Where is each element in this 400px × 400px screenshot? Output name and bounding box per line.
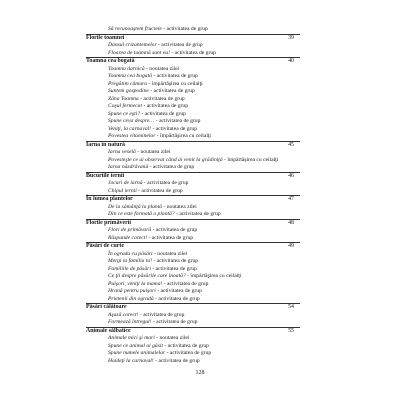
entry-activity-type: - activitatea de grup [153,295,200,302]
entry-activity-type: - împărtăşirea cu ceilalţi [147,80,203,87]
toc-entry [86,288,300,296]
entry-activity-type: - activitatea de grup [148,164,195,170]
toc-entry [86,281,300,289]
entry-activity-type: - activitatea de grup [165,350,212,356]
toc-section-heading [86,141,300,150]
entry-activity-type: - activitatea de grup [163,342,209,349]
entry-activity-type: - activitatea de grup [156,42,203,48]
section-page-number: 54 [288,304,294,310]
entry-activity-type: - împărtăşirea cu ceilalţi [222,156,279,163]
toc-entry [86,343,300,351]
entry-activity-type: - activitatea de grup [136,187,183,194]
toc-entry [86,157,300,165]
section-title: Păsări de curte [86,243,124,249]
toc-entry [86,319,300,327]
entry-title: Din ce este formată o plantă? [108,211,175,217]
section-page-number: 45 [288,141,294,148]
entry-title: Aşază corect! [108,311,139,318]
entry-activity-type: - activitatea de grup [162,280,209,287]
toc-entry [86,111,300,119]
section-page-number: 55 [288,327,294,334]
toc-entry [86,358,300,366]
entry-title: În ograda cu păsări [108,250,153,257]
toc-entry [86,258,300,266]
entry-title: Veniţi, la carnaval! [108,125,152,132]
toc-entry [86,26,300,34]
toc-section-heading [86,327,300,336]
toc-section-heading [86,172,300,181]
entry-activity-type: - activitatea de grup [148,88,195,94]
entry-title: Toamna darnică [108,65,145,72]
toc-entry [86,118,300,126]
entry-activity-type: - activitatea de grup [151,73,198,79]
toc-section-heading [86,242,300,251]
entry-title: Hrană pentru puişori [108,288,156,294]
entry-title: Prietenii din ogradă [108,295,154,302]
entry-title: Flori de primăvară [108,227,152,233]
entry-title: Suntem gospodine [108,88,149,94]
entry-title: Povestea vitaminelor [108,133,156,139]
section-page-number: 39 [288,34,294,41]
toc-entry [86,235,300,243]
toc-entry [86,88,300,96]
toc-entry [86,266,300,274]
toc-section-heading [86,303,300,312]
section-page-number: 47 [288,196,294,202]
toc-entry [86,81,300,89]
entry-title: Spune ceva despre… [108,118,155,124]
entry-activity-type: - activitatea de grup [151,227,198,233]
entry-activity-type: - activitatea de grup [138,95,185,102]
section-title: Animale sălbatice [86,327,131,334]
entry-activity-type: - activitatea de grup [142,103,189,109]
entry-title: Spune numele animalelor [108,350,166,356]
section-title: Păsări călătoare [86,304,127,310]
entry-activity-type: - activitatea de grup [174,211,221,217]
entry-title: Dansul crizantemelor [108,42,157,48]
entry-title: Spune ce eşti? [108,110,140,117]
toc-entry [86,126,300,134]
entry-activity-type: - activitatea de grup [152,258,199,264]
entry-activity-type: - activitatea de grup [155,288,202,294]
toc-entry [86,96,300,104]
entry-title: Ce ţii despre păsările care înoată? [108,273,186,279]
entry-title: Să recunoaştem fructele [108,26,162,32]
entry-title: Iarna năzdrăvană [108,164,149,170]
entry-activity-type: - activitatea de grup [153,357,200,364]
toc-entry [86,312,300,320]
entry-title: Jocuri de iarnă [108,180,143,186]
toc-section-heading [86,195,300,204]
toc-entry [86,66,300,74]
toc-entry [86,296,300,304]
section-title: Toamna cea bogată [86,58,135,64]
entry-activity-type: - activitatea de grup [161,26,208,32]
entry-activity-type: - activitatea de grup [147,234,194,241]
table-of-contents [86,26,300,365]
entry-activity-type: - activitatea de grup [151,319,198,325]
toc-section-heading [86,34,300,43]
toc-entry [86,42,300,50]
section-title: Florile primăverii [86,219,131,226]
entry-title: Formează întregul! [108,319,152,325]
section-title: Florile toamnei [86,34,125,41]
toc-entry [86,188,300,196]
entry-activity-type: - noutatea zilei [144,65,180,72]
entry-activity-type: - activitatea de grup [140,110,186,117]
page-number: 128 [195,370,205,376]
toc-section-heading [86,57,300,66]
entry-activity-type: - activitatea de grup [169,49,216,56]
entry-activity-type: - împărtăşirea cu ceilalţi [185,273,242,279]
entry-title: De la sămânţă la plantă [108,203,163,210]
section-page-number: 48 [288,219,294,226]
entry-title: Toamna cea bogată [108,73,152,79]
entry-activity-type: - noutatea zilei [162,203,197,210]
toc-section-heading [86,219,300,228]
entry-activity-type: - activitatea de grup [154,118,201,124]
entry-activity-type: - activitatea de grup [138,311,185,318]
toc-entry [86,73,300,81]
entry-title: Coşul fermecat [108,103,143,109]
section-title: Iarna în natură [86,141,125,148]
section-page-number: 49 [288,243,294,249]
entry-title: Zâna Toamna [108,95,139,102]
entry-title: Iarna veselă [108,149,136,155]
toc-entry [86,251,300,259]
entry-activity-type: - activitatea de grup [150,265,197,272]
section-page-number: 40 [288,58,294,64]
toc-entry [86,227,300,235]
entry-title: Răspunde corect! [108,234,148,241]
entry-title: Pregătim cămara [108,80,148,87]
entry-activity-type: - activitatea de grup [151,125,198,132]
entry-activity-type: - activitatea de grup [142,180,189,186]
section-title: În lumea plantelor [86,196,133,202]
entry-title: Floarea de toamnă sunt eu! [108,49,170,56]
toc-entry [86,335,300,343]
entry-title: Puişori, veniţi la mama! [108,280,163,287]
entry-activity-type: - noutatea zilei [152,250,188,257]
entry-title: Spune ce animal ai găsit [108,342,163,349]
entry-activity-type: - noutatea zilei [135,149,171,155]
entry-title: Mergi la familia ta! [108,258,153,264]
entry-title: Familiile de păsări [108,265,151,272]
section-title: Bucuriile iernii [86,172,125,179]
toc-entry [86,149,300,157]
toc-entry [86,133,300,141]
toc-entry [86,204,300,212]
entry-title: Chipul iernii [108,187,137,194]
toc-entry [86,211,300,219]
toc-entry [86,164,300,172]
toc-entry [86,50,300,58]
section-page-number: 46 [288,172,294,179]
entry-activity-type: - noutatea zilei [154,335,190,341]
entry-title: Povesteşte ce ai observat când ai venit la grădiniţă [108,156,223,163]
toc-entry [86,273,300,281]
entry-activity-type: - împărtăşirea cu ceilalţi [155,133,211,139]
toc-entry [86,180,300,188]
entry-title: Haideţi la carnaval! [108,357,154,364]
toc-entry [86,103,300,111]
entry-title: Animale mici şi mari [108,335,155,341]
toc-entry [86,350,300,358]
